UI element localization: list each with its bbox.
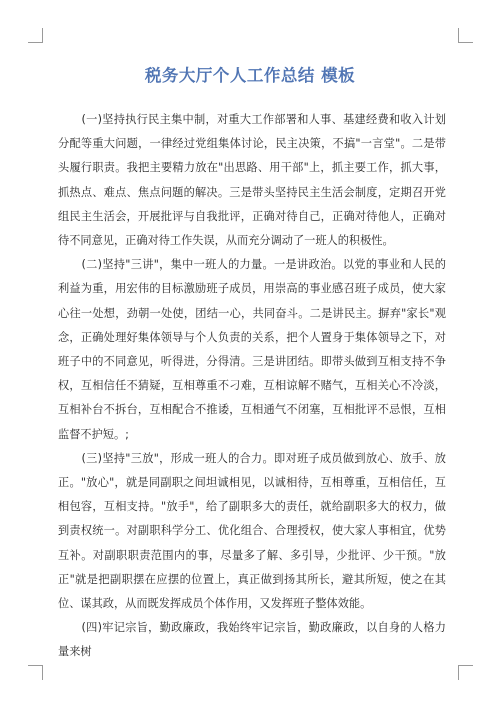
document-title: 税务大厅个人工作总结 模板 [144,66,356,85]
crop-mark-bottom-left [28,665,43,680]
crop-mark-top-left [28,28,43,43]
crop-mark-bottom-right [458,665,473,680]
paragraph-1: (一)坚持执行民主集中制，对重大工作部署和人事、基建经费和收入计划分配等重大问题，一律经过党组集体讨论，民主决策，不搞"一言堂"。二是带头履行职责。我把主要精力放在"出思路、用干部"上，抓主要工作，抓大事，抓热点、难点、焦点问题的解决。三是带头坚持民主生活会制度，定期召开党组民主生活会，开展批评与自我批评，正确对待自己，正确对待他人，正确对待不同意见，正确对待工作失误，从而充分调动了一班人的积极性。 [58,113,446,248]
document-body [58,108,446,665]
paragraph-2: (二)坚持"三讲"，集中一班人的力量。一是讲政治。以党的事业和人民的利益为重，用宏伟的目标激励班子成员，用崇高的事业感召班子成员，使大家心往一处想，劲朝一处使，团结一心，共同奋斗。二是讲民主。摒弃"家长"观念，正确处理好集体领导与个人负责的关系，把个人置身于集体领导之下，对班子中的不同意见，听得进，分得清。三是讲团结。即带头做到互相支持不争权，互相信任不猜疑，互相尊重不刁难，互相谅解不赌气，互相关心不冷淡，互相补台不拆台，互相配合不推诿，互相通气不闭塞，互相批评不忌恨，互相监督不护短。; [58,258,446,441]
paragraph-3: (三)坚持"三放"，形成一班人的合力。即对班子成员做到放心、放手、放正。"放心"，就是同副职之间坦诚相见，以诚相待，互相尊重，互相信任，互相包容，互相支持。"放手"，给了副职多大的责任，就给副职多大的权力，做到责权统一。对副职科学分工、优化组合、合理授权，使大家人事相宜，优势互补。对副职职责范围内的事，尽量多了解、多引导，少批评、少干预。"放正"就是把副职摆在应摆的位置上，真正做到扬其所长，避其所短，使之在其位、谋其政，从而既发挥成员个体作用，又发挥班子整体效能。 [58,451,446,611]
paragraph-4: (四)牢记宗旨，勤政廉政，我始终牢记宗旨，勤政廉政，以自身的人格力量来树 [58,621,446,659]
crop-mark-top-right [458,28,473,43]
